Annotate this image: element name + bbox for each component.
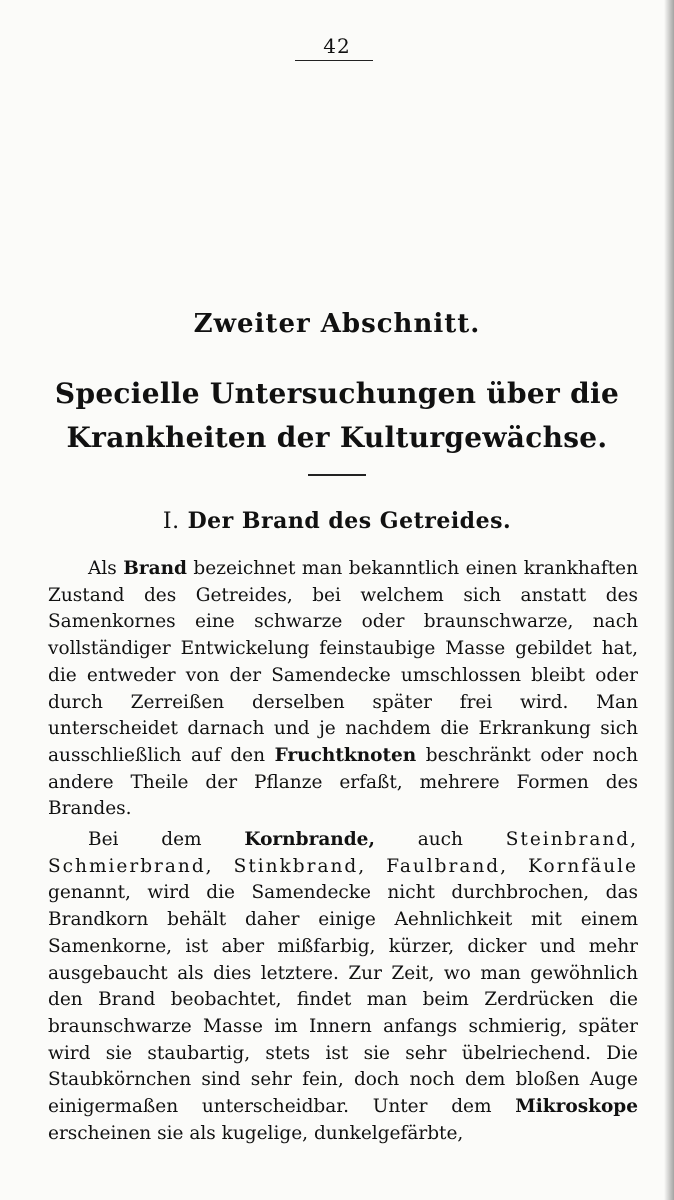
page-number-rule: [295, 60, 373, 61]
paragraph-2-text-c: genannt, wird die Samendecke nicht durchbrochen, das Brandkorn behält daher einige Aehnlichkeit mit einem Samenkorne, ist aber mißfarbig, kürzer, dicker und mehr ausgebaucht als dies letztere. Zur Zeit, wo man gewöhnlich den Brand beobachtet, findet man beim Zerdrücken die braunschwarze Masse im Innern anfangs schmierig, später wird sie staubartig, stets ist sie sehr übelriechend. Die Staubkörnchen sind sehr fein, doch noch dem bloßen Auge einigermaßen unterscheidbar. Unter dem: [48, 882, 638, 1118]
paragraph-1: [48, 556, 638, 823]
body-text: [48, 556, 638, 1147]
term-fruchtknoten: Fruchtknoten: [274, 744, 417, 766]
paragraph-2-text-b: auch: [374, 829, 506, 851]
term-brand: Brand: [123, 558, 187, 579]
page-number: 42: [323, 34, 351, 58]
chapter-title: Specielle Untersuchungen über die Krankheiten der Kulturgewächse.: [54, 377, 620, 454]
paragraph-2-text-d: erscheinen sie als kugelige, dunkelgefärbte,: [48, 1122, 464, 1144]
subsection-numeral: I.: [162, 509, 180, 534]
paragraph-1-text-a: Als: [88, 558, 124, 579]
title-divider: [308, 474, 366, 476]
paragraph-1-text-b: bezeichnet man bekanntlich einen krankhaften Zustand des Getreides, bei welchem sich anstatt des Samenkornes eine schwarze oder braunschwarze, nach vollständiger Entwickelung feinstaubige Masse gebildet hat, die entweder von der Samendecke umschlossen bleibt oder durch Zerreißen derselben später frei wird. Man unterscheidet darnach und je nachdem die Erkrankung sich ausschließlich auf den: [48, 558, 638, 766]
paragraph-2: [48, 827, 638, 1147]
term-mikroskope: Mikroskope: [515, 1096, 638, 1118]
section-heading: Zweiter Abschnitt.: [193, 309, 481, 339]
synonym-list: Steinbrand, Schmierbrand, Stinkbrand, Faulbrand, Kornfäule: [48, 829, 638, 877]
subsection-title: Der Brand des Getreides.: [187, 508, 512, 534]
page-edge-shadow: [664, 0, 674, 1200]
paragraph-2-text-a: Bei dem: [88, 829, 245, 851]
paragraph-1-text-c: beschränkt oder noch andere Theile der Pflanze erfaßt, mehrere Formen des Brandes.: [48, 744, 638, 820]
subsection-heading: [0, 508, 674, 534]
term-kornbrand: Kornbrande,: [244, 829, 375, 851]
